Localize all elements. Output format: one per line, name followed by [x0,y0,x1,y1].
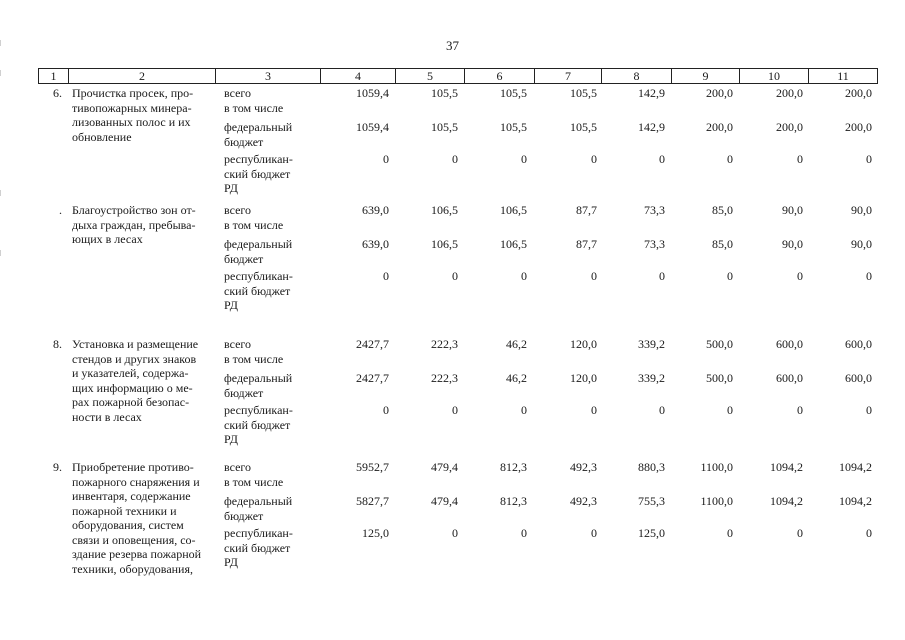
funding-source-label: ский бюджет [224,417,291,432]
value-cell: 1059,4 [356,120,389,134]
value-cell: 812,3 [500,494,527,508]
row-name-line: оборудования, систем [72,518,184,532]
funding-source-label: республикан- [224,152,293,166]
row-name-line: ности в лесах [72,409,142,424]
funding-source-label: республикан- [224,526,293,540]
value-cell: 142,9 [638,86,665,100]
value-cell: 755,3 [638,494,665,508]
value-cell: 105,5 [431,120,458,134]
value-cell: 339,2 [638,337,665,351]
value-cell: 1094,2 [839,460,872,474]
value-cell: 600,0 [776,337,803,351]
value-cell: 0 [797,269,803,283]
value-cell: 492,3 [570,460,597,474]
value-cell: 0 [727,152,733,166]
funding-source-label: республикан- [224,403,293,417]
value-cell: 0 [727,269,733,283]
value-cell: 0 [797,403,803,417]
value-cell: 105,5 [570,86,597,100]
row-name-line: лизованных полос и их [72,115,191,129]
row-name-line: Установка и размещение [72,337,199,351]
value-cell: 0 [452,403,458,417]
funding-source-label: всего [224,86,252,100]
value-cell: 200,0 [776,120,803,134]
value-cell: 0 [383,152,389,166]
value-cell: 639,0 [362,203,389,217]
funding-source-label: бюджет [224,251,264,266]
row-name-line: Прочистка просек, про- [72,86,194,100]
value-cell: 639,0 [362,237,389,251]
value-cell: 0 [659,269,665,283]
row-number: 9. [53,460,62,474]
value-cell: 0 [591,526,597,540]
column-header-2: 2 [68,69,215,83]
scan-edge-mark [0,70,1,76]
column-header-9: 9 [671,69,739,83]
funding-source-label: РД [224,181,238,195]
value-cell: 105,5 [431,86,458,100]
row-name-line: Благоустройство зон от- [72,203,196,217]
value-cell: 600,0 [845,337,872,351]
value-cell: 200,0 [845,120,872,134]
value-cell: 200,0 [706,120,733,134]
value-cell: 90,0 [851,203,872,217]
funding-source-label: РД [224,432,238,446]
column-header-7: 7 [534,69,601,83]
value-cell: 1100,0 [700,494,733,508]
page-number: 37 [446,38,459,53]
funding-source-label: ский бюджет [224,166,291,181]
value-cell: 0 [797,526,803,540]
value-cell: 90,0 [851,237,872,251]
value-cell: 106,5 [431,203,458,217]
value-cell: 600,0 [845,371,872,385]
column-header-1: 1 [38,69,68,83]
value-cell: 85,0 [712,203,733,217]
value-cell: 0 [659,152,665,166]
row-name-line: здание резерва пожарной [72,547,202,561]
value-cell: 200,0 [706,86,733,100]
value-cell: 0 [866,152,872,166]
funding-source-label: РД [224,555,238,569]
row-name-line: дыха граждан, пребыва- [72,217,196,232]
value-cell: 5952,7 [356,460,389,474]
value-cell: 120,0 [570,371,597,385]
value-cell: 105,5 [500,120,527,134]
value-cell: 87,7 [576,237,597,251]
value-cell: 492,3 [570,494,597,508]
value-cell: 90,0 [782,237,803,251]
column-header-8: 8 [601,69,671,83]
value-cell: 0 [383,269,389,283]
column-header-11: 11 [808,69,878,83]
funding-source-label: бюджет [224,385,264,400]
value-cell: 222,3 [431,371,458,385]
value-cell: 106,5 [431,237,458,251]
value-cell: 500,0 [706,337,733,351]
column-header-6: 6 [464,69,534,83]
value-cell: 222,3 [431,337,458,351]
value-cell: 106,5 [500,203,527,217]
value-cell: 46,2 [506,337,527,351]
funding-source-label: федеральный [224,494,293,508]
column-header-10: 10 [739,69,808,83]
funding-source-label: в том числе [224,351,284,366]
value-cell: 0 [866,269,872,283]
row-name-line: и указателей, содержа- [72,366,189,380]
row-name-line: обновление [72,129,132,144]
scan-edge-mark [0,40,1,46]
value-cell: 125,0 [362,526,389,540]
funding-source-label: в том числе [224,100,284,115]
value-cell: 1094,2 [770,460,803,474]
value-cell: 105,5 [570,120,597,134]
table-header [38,68,878,84]
funding-source-label: всего [224,203,252,217]
funding-source-label: всего [224,460,252,474]
funding-source-label: в том числе [224,474,284,489]
value-cell: 5827,7 [356,494,389,508]
column-header-4: 4 [320,69,395,83]
value-cell: 0 [727,403,733,417]
value-cell: 0 [452,152,458,166]
funding-source-label: в том числе [224,217,284,232]
value-cell: 0 [591,152,597,166]
column-header-3: 3 [215,69,320,83]
value-cell: 2427,7 [356,337,389,351]
value-cell: 0 [591,403,597,417]
column-header-5: 5 [395,69,464,83]
row-name-line: пожарного снаряжения и [72,474,200,489]
value-cell: 200,0 [845,86,872,100]
value-cell: 200,0 [776,86,803,100]
value-cell: 73,3 [644,237,665,251]
value-cell: 46,2 [506,371,527,385]
value-cell: 500,0 [706,371,733,385]
row-number: 6. [53,86,62,100]
value-cell: 0 [866,403,872,417]
row-name-line: инвентаря, содержание [72,489,191,503]
funding-source-label: республикан- [224,269,293,283]
value-cell: 105,5 [500,86,527,100]
funding-source-label: всего [224,337,252,351]
funding-source-label: ский бюджет [224,283,291,298]
value-cell: 0 [452,526,458,540]
value-cell: 0 [727,526,733,540]
value-cell: 1100,0 [700,460,733,474]
funding-source-label: ский бюджет [224,540,291,555]
value-cell: 0 [383,403,389,417]
value-cell: 0 [866,526,872,540]
value-cell: 812,3 [500,460,527,474]
value-cell: 0 [521,152,527,166]
value-cell: 142,9 [638,120,665,134]
value-cell: 106,5 [500,237,527,251]
value-cell: 479,4 [431,494,458,508]
value-cell: 339,2 [638,371,665,385]
row-name-line: тивопожарных минера- [72,100,192,115]
value-cell: 85,0 [712,237,733,251]
funding-source-label: федеральный [224,371,293,385]
row-name-line: стендов и других знаков [72,351,197,366]
value-cell: 1094,2 [839,494,872,508]
value-cell: 880,3 [638,460,665,474]
value-cell: 1059,4 [356,86,389,100]
value-cell: 0 [797,152,803,166]
value-cell: 0 [521,403,527,417]
value-cell: 600,0 [776,371,803,385]
value-cell: 0 [452,269,458,283]
row-name-line: техники, оборудования, [72,561,194,576]
value-cell: 0 [521,269,527,283]
scan-edge-mark [0,250,1,256]
value-cell: 120,0 [570,337,597,351]
value-cell: 2427,7 [356,371,389,385]
row-number: 8. [53,337,62,351]
value-cell: 73,3 [644,203,665,217]
value-cell: 90,0 [782,203,803,217]
funding-source-label: федеральный [224,237,293,251]
funding-source-label: федеральный [224,120,293,134]
row-name-line: связи и оповещения, со- [72,532,196,547]
funding-source-label: РД [224,298,238,312]
row-name-line: ющих в лесах [72,232,143,246]
value-cell: 0 [521,526,527,540]
funding-source-label: бюджет [224,508,264,523]
value-cell: 479,4 [431,460,458,474]
row-name-line: рах пожарной безопас- [72,395,190,409]
value-cell: 87,7 [576,203,597,217]
row-number: . [59,203,62,217]
row-name-line: щих информацию о ме- [72,380,193,395]
row-name-line: Приобретение противо- [72,460,194,474]
value-cell: 1094,2 [770,494,803,508]
funding-source-label: бюджет [224,134,264,149]
scan-edge-mark [0,190,1,196]
row-name-line: пожарной техники и [72,503,177,518]
value-cell: 0 [591,269,597,283]
value-cell: 125,0 [638,526,665,540]
value-cell: 0 [659,403,665,417]
